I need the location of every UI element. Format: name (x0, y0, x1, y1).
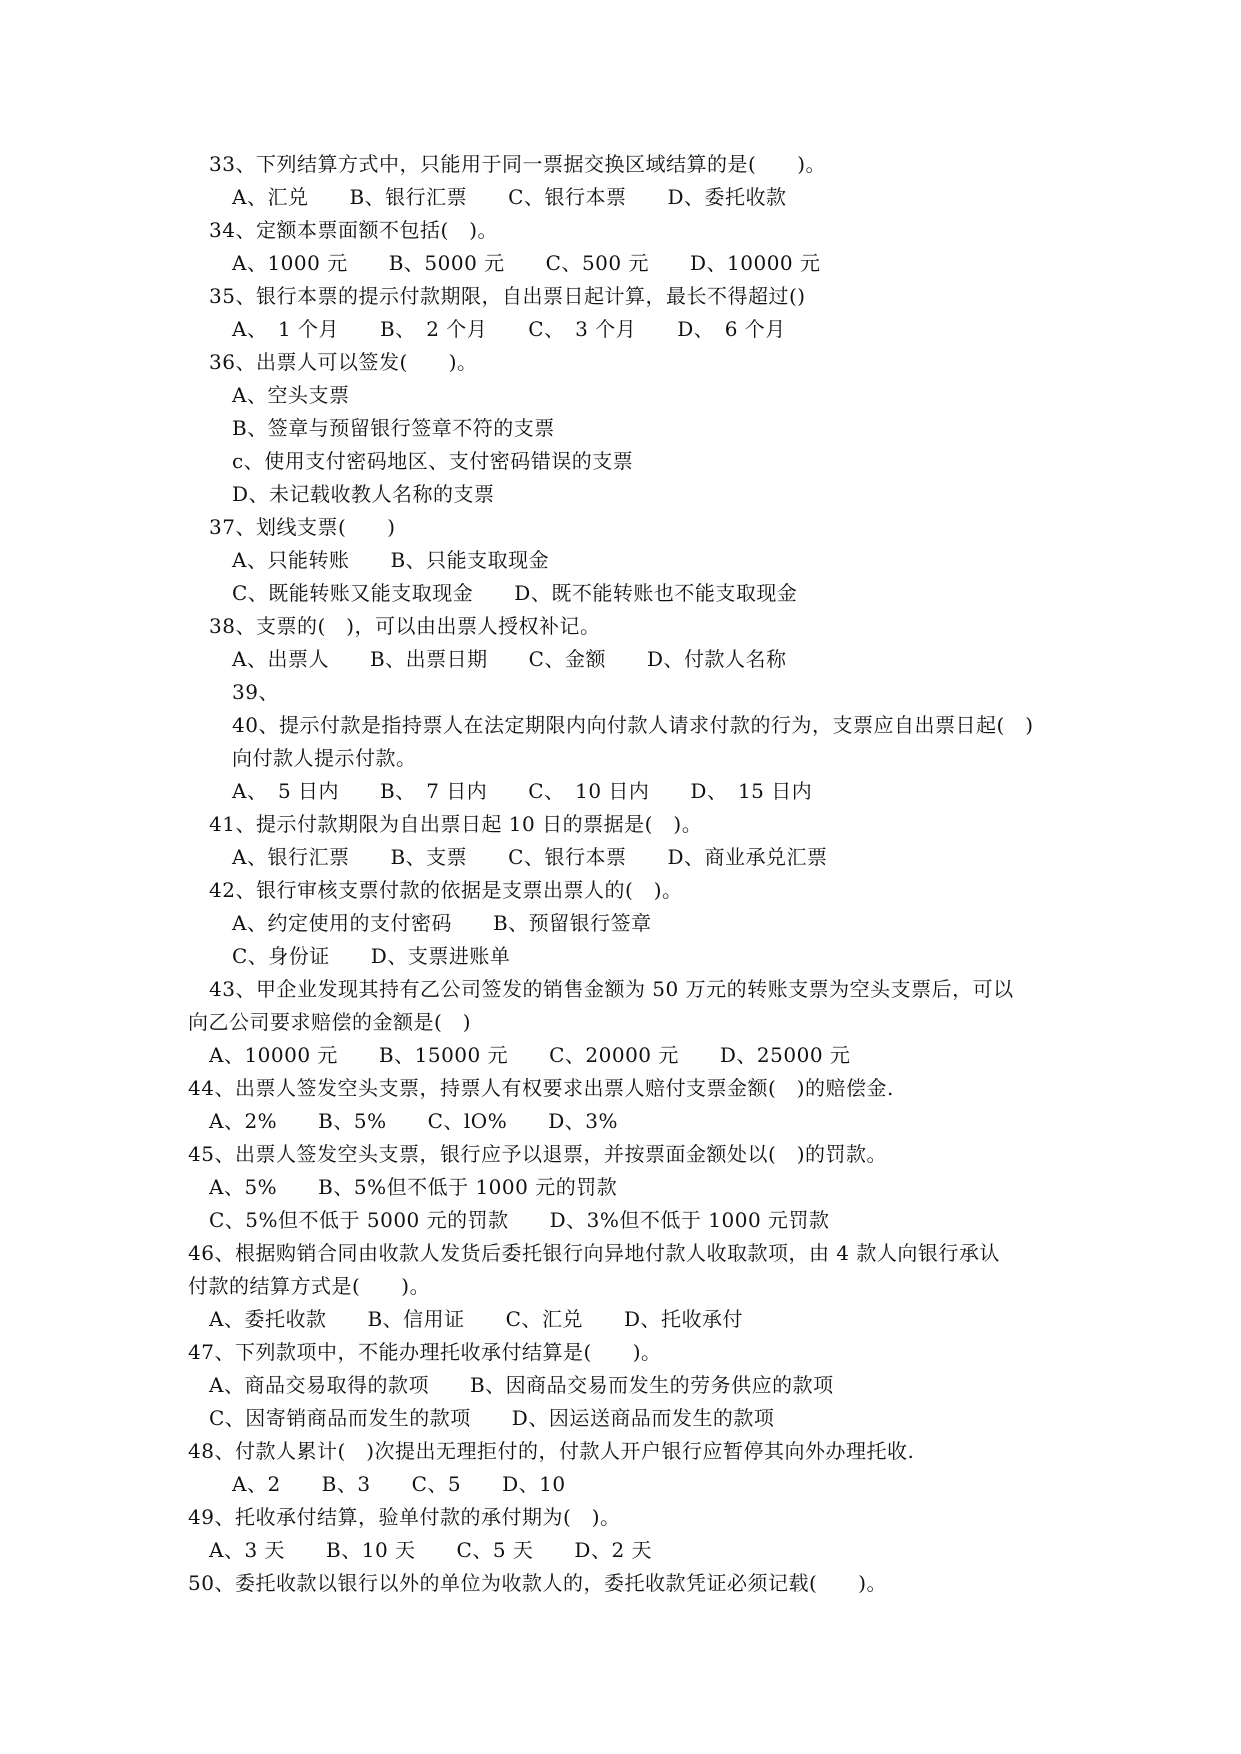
option-36-b: B、签章与预留银行签章不符的支票 (232, 416, 555, 440)
options-49: A、3 天 B、10 天 C、5 天 D、2 天 (209, 1538, 653, 1562)
question-40-cont: 向付款人提示付款。 (232, 746, 417, 770)
options-37-ab: A、只能转账 B、只能支取现金 (232, 548, 550, 572)
options-40: A、 5 日内 B、 7 日内 C、 10 日内 D、 15 日内 (232, 779, 813, 803)
question-42: 42、银行审核支票付款的依据是支票出票人的( )。 (209, 878, 683, 902)
options-33: A、汇兑 B、银行汇票 C、银行本票 D、委托收款 (232, 185, 787, 209)
question-40: 40、提示付款是指持票人在法定期限内向付款人请求付款的行为，支票应自出票日起( ) (232, 713, 1034, 737)
question-43-cont: 向乙公司要求赔偿的金额是( ) (188, 1010, 472, 1034)
options-43: A、10000 元 B、15000 元 C、20000 元 D、25000 元 (209, 1043, 851, 1067)
option-36-a: A、空头支票 (232, 383, 350, 407)
question-49: 49、托收承付结算，验单付款的承付期为( )。 (188, 1505, 621, 1529)
options-45-cd: C、5%但不低于 5000 元的罚款 D、3%但不低于 1000 元罚款 (209, 1208, 830, 1232)
options-45-ab: A、5% B、5%但不低于 1000 元的罚款 (209, 1175, 618, 1199)
options-47-cd: C、因寄销商品而发生的款项 D、因运送商品而发生的款项 (209, 1406, 775, 1430)
options-37-cd: C、既能转账又能支取现金 D、既不能转账也不能支取现金 (232, 581, 798, 605)
question-41: 41、提示付款期限为自出票日起 10 日的票据是( )。 (209, 812, 703, 836)
question-36: 36、出票人可以签发( )。 (209, 350, 478, 374)
options-35: A、 1 个月 B、 2 个月 C、 3 个月 D、 6 个月 (232, 317, 786, 341)
question-46-cont: 付款的结算方式是( )。 (188, 1274, 431, 1298)
options-41: A、银行汇票 B、支票 C、银行本票 D、商业承兑汇票 (232, 845, 828, 869)
question-33: 33、下列结算方式中，只能用于同一票据交换区域结算的是( )。 (209, 152, 827, 176)
option-36-c: c、使用支付密码地区、支付密码错误的支票 (232, 449, 634, 473)
options-38: A、出票人 B、出票日期 C、金额 D、付款人名称 (232, 647, 787, 671)
options-47-ab: A、商品交易取得的款项 B、因商品交易而发生的劳务供应的款项 (209, 1373, 834, 1397)
options-44: A、2% B、5% C、lO% D、3% (209, 1109, 618, 1133)
question-45: 45、出票人签发空头支票，银行应予以退票，并按票面金额处以( )的罚款。 (188, 1142, 888, 1166)
question-39: 39、 (232, 680, 279, 704)
question-37: 37、划线支票( ) (209, 515, 396, 539)
question-50: 50、委托收款以银行以外的单位为收款人的，委托收款凭证必须记载( )。 (188, 1571, 888, 1595)
options-42-cd: C、身份证 D、支票进账单 (232, 944, 511, 968)
option-36-d: D、未记载收教人名称的支票 (232, 482, 495, 506)
question-43: 43、甲企业发现其持有乙公司签发的销售金额为 50 万元的转账支票为空头支票后，可以 (209, 977, 1014, 1001)
question-44: 44、出票人签发空头支票，持票人有权要求出票人赔付支票金额( )的赔偿金. (188, 1076, 894, 1100)
options-42-ab: A、约定使用的支付密码 B、预留银行签章 (232, 911, 652, 935)
options-34: A、1000 元 B、5000 元 C、500 元 D、10000 元 (232, 251, 821, 275)
options-46: A、委托收款 B、信用证 C、汇兑 D、托收承付 (209, 1307, 743, 1331)
question-35: 35、银行本票的提示付款期限，自出票日起计算，最长不得超过() (209, 284, 806, 308)
question-48: 48、付款人累计( )次提出无理拒付的，付款人开户银行应暂停其向外办理托收. (188, 1439, 915, 1463)
options-48: A、2 B、3 C、5 D、10 (232, 1472, 566, 1496)
question-38: 38、支票的( )，可以由出票人授权补记。 (209, 614, 601, 638)
question-34: 34、定额本票面额不包括( )。 (209, 218, 499, 242)
question-46: 46、根据购销合同由收款人发货后委托银行向异地付款人收取款项，由 4 款人向银行承认 (188, 1241, 1000, 1265)
question-47: 47、下列款项中，不能办理托收承付结算是( )。 (188, 1340, 662, 1364)
